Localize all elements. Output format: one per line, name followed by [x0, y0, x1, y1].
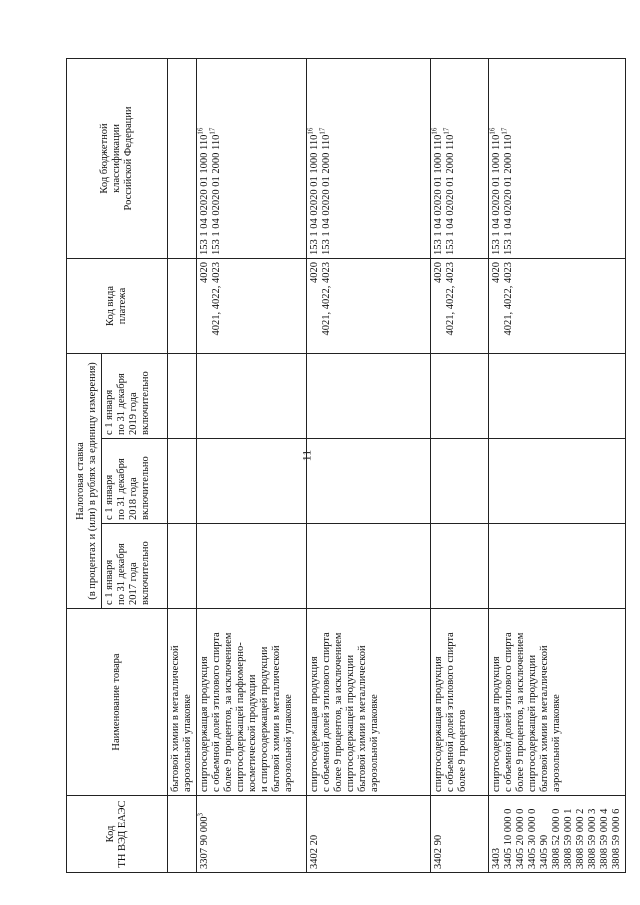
budget-code-other-text: 153 1 04 02020 01 2000 110 [445, 134, 456, 255]
code-text: 3402 20 [309, 834, 320, 869]
header-rate-2019-text: с 1 января по 31 декабря 2019 года включительно [104, 371, 151, 435]
code-text: 3402 90 [433, 834, 444, 869]
budget-code-other-footnote: 17 [318, 127, 327, 135]
cell-rate-2017 [168, 524, 197, 609]
budget-code-other-footnote: 17 [500, 127, 509, 135]
cell-payment-type [431, 258, 489, 353]
header-rate-2017 [102, 524, 168, 609]
cell-name [197, 609, 307, 796]
budget-code-other-text: 153 1 04 02020 01 2000 110 [211, 134, 222, 255]
cell-name [307, 609, 431, 796]
budget-code-other [208, 62, 223, 255]
payment-code-other: 4021, 4022, 4023 [211, 261, 222, 336]
budget-code-main-text: 153 1 04 02020 01 1000 110 [491, 134, 502, 255]
cell-payment-type [168, 258, 197, 353]
name-text: спиртосодержащая продукция с объемной долей этилового спирта более 9 процентов [433, 632, 468, 792]
header-rate-2018-text: с 1 января по 31 декабря 2018 года включительно [104, 456, 151, 520]
cell-code [197, 796, 307, 873]
cell-rate-2019 [489, 353, 626, 438]
cell-rate-2019 [307, 353, 431, 438]
payment-code-main: 4020 [433, 261, 444, 283]
header-rate-2019 [102, 353, 168, 438]
header-payment-type-text: Код вида платежа [105, 285, 128, 326]
header-budget-code [67, 58, 168, 258]
payment-code-other: 4021, 4022, 4023 [321, 261, 332, 336]
cell-name [168, 609, 197, 796]
cell-rate-2018 [168, 439, 197, 524]
cell-budget-code [197, 58, 307, 258]
cell-rate-2017 [431, 524, 489, 609]
header-code-text: Код ТН ВЭД ЕАЭС [105, 800, 128, 868]
cell-code [489, 796, 626, 873]
cell-code [168, 796, 197, 873]
table-body [168, 58, 626, 872]
header-rate-group [67, 353, 102, 608]
cell-name [489, 609, 626, 796]
cell-rate-2017 [489, 524, 626, 609]
payment-code-main: 4020 [199, 261, 210, 283]
table-row [489, 58, 626, 872]
cell-rate-2019 [431, 353, 489, 438]
header-budget-code-text: Код бюджетной классификации Российской Федерации [99, 106, 134, 211]
header-name [67, 609, 168, 796]
cell-code [431, 796, 489, 873]
budget-code-main-footnote: 16 [488, 127, 497, 135]
code-text: 3307 90 000 [199, 816, 210, 869]
budget-code-main-text: 153 1 04 02020 01 1000 110 [309, 134, 320, 255]
budget-code-other-footnote: 17 [208, 127, 217, 135]
cell-budget-code [168, 58, 197, 258]
name-text: бытовой химии в металлической аэрозольной упаковке [170, 645, 193, 792]
table-row [168, 58, 197, 872]
budget-code-main [196, 62, 211, 255]
payment-code-main: 4020 [309, 261, 320, 283]
header-rate-group-text: Налоговая ставка (в процентах и (или) в рублях за единицу измерения) [75, 362, 98, 600]
table-row [307, 58, 431, 872]
budget-code-other-text: 153 1 04 02020 01 2000 110 [321, 134, 332, 255]
budget-code-main-footnote: 16 [430, 127, 439, 135]
budget-code-main-text: 153 1 04 02020 01 1000 110 [199, 134, 210, 255]
budget-code-main-footnote: 16 [196, 127, 205, 135]
header-name-text: Наименование товара [111, 653, 122, 751]
cell-rate-2017 [307, 524, 431, 609]
budget-code-other [318, 62, 333, 255]
budget-code-other-text: 153 1 04 02020 01 2000 110 [503, 134, 514, 255]
payment-code-main: 4020 [491, 261, 502, 283]
cell-budget-code [489, 58, 626, 258]
cell-budget-code [307, 58, 431, 258]
cell-rate-2018 [307, 439, 431, 524]
cell-rate-2017 [197, 524, 307, 609]
budget-code-main-text: 153 1 04 02020 01 1000 110 [433, 134, 444, 255]
cell-budget-code [431, 58, 489, 258]
cell-name [431, 609, 489, 796]
header-row-top [67, 58, 102, 872]
cell-rate-2018 [197, 439, 307, 524]
header-payment-type [67, 258, 168, 353]
budget-code-main [488, 62, 503, 255]
code-footnote: 3 [196, 813, 205, 817]
budget-code-main [306, 62, 321, 255]
name-text: спиртосодержащая продукция с объемной долей этилового спирта более 9 процентов, за исключением спиртосодержащей продукции бытовой химии в металлической аэрозольной упаковке [491, 632, 562, 792]
cell-payment-type [197, 258, 307, 353]
cell-code [307, 796, 431, 873]
header-rate-2018 [102, 439, 168, 524]
name-text: спиртосодержащая продукция с объемной долей этилового спирта более 9 процентов, за исключением спиртосодержащей продукции бытовой химии в металлической аэрозольной упаковке [309, 632, 380, 792]
page-number: 11 [299, 449, 314, 462]
table-row [197, 58, 307, 872]
excise-rate-table [66, 58, 626, 873]
payment-code-other: 4021, 4022, 4023 [503, 261, 514, 336]
code-text: 3403 3405 10 000 0 3405 20 000 0 3405 30 000 0 3405 90 3808 52 000 0 3808 59 000 1 3808 59 000 2 3808 59 000 3 3808 59 000 4 3808 59 000 6 [491, 808, 622, 869]
name-text: спиртосодержащая продукция с объемной долей этилового спирта более 9 процентов, за исключением спиртосодержащей парфюмерно- косметической продукции и спиртосодержащей продукции бытовой химии в металлической аэрозольной упаковке [199, 632, 294, 792]
cell-payment-type [307, 258, 431, 353]
cell-rate-2018 [489, 439, 626, 524]
table-row [431, 58, 489, 872]
payment-code-other: 4021, 4022, 4023 [445, 261, 456, 336]
cell-rate-2018 [431, 439, 489, 524]
budget-code-other-footnote: 17 [442, 127, 451, 135]
cell-rate-2019 [197, 353, 307, 438]
cell-payment-type [489, 258, 626, 353]
budget-code-other [442, 62, 457, 255]
budget-code-other [500, 62, 515, 255]
rotated-table-wrapper [66, 59, 622, 873]
cell-rate-2019 [168, 353, 197, 438]
budget-code-main [430, 62, 445, 255]
header-rate-2017-text: с 1 января по 31 декабря 2017 года включительно [104, 541, 151, 605]
header-code [67, 796, 168, 873]
budget-code-main-footnote: 16 [306, 127, 315, 135]
